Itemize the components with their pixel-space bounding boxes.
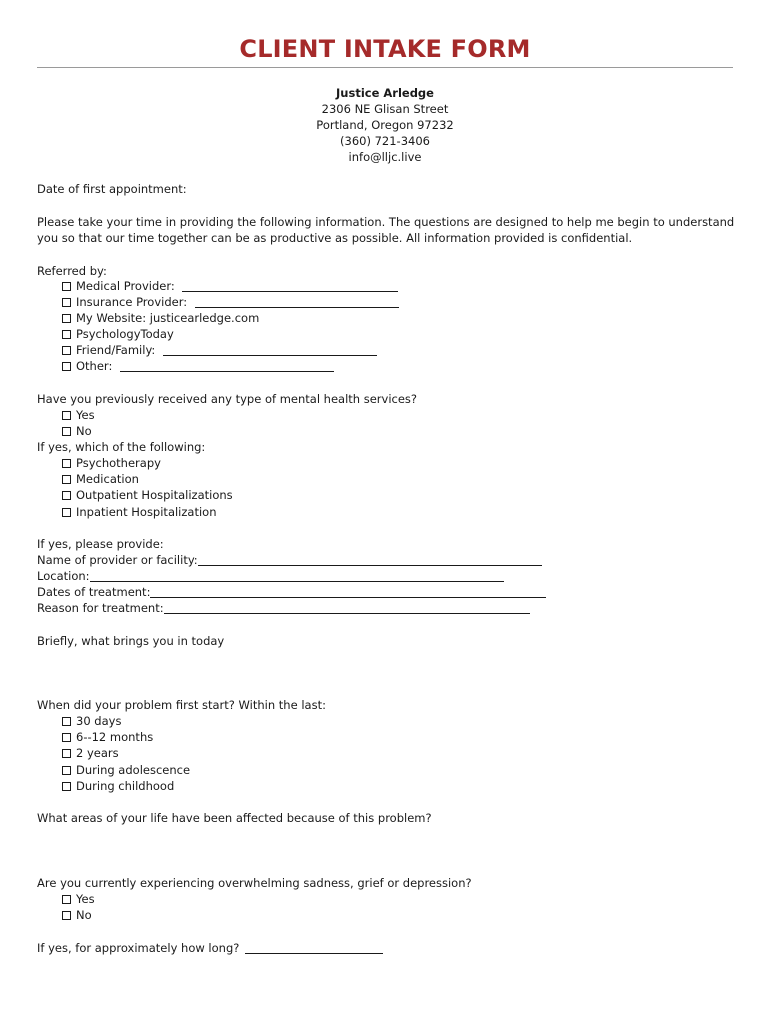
option-label: Yes: [76, 892, 95, 906]
checkbox[interactable]: [62, 895, 71, 904]
option-label: PsychologyToday: [76, 327, 174, 341]
option-label: Medication: [76, 472, 139, 486]
start-30-days[interactable]: [62, 713, 121, 729]
checkbox[interactable]: [62, 427, 71, 436]
start-childhood[interactable]: [62, 778, 174, 794]
fill-in-line[interactable]: [150, 585, 546, 598]
please-provide-label: If yes, please provide:: [37, 537, 164, 551]
fill-in-line[interactable]: [182, 279, 398, 292]
referral-other-option[interactable]: [62, 358, 334, 374]
first-appointment-label: Date of first appointment:: [37, 182, 187, 196]
provider-name-field[interactable]: [37, 552, 542, 568]
option-label: No: [76, 424, 92, 438]
email-address: info@lljc.live: [348, 150, 422, 164]
checkbox[interactable]: [62, 459, 71, 468]
phone-number: (360) 721-3406: [340, 134, 430, 148]
referral-insurance-option[interactable]: [62, 294, 399, 310]
option-label: During adolescence: [76, 763, 191, 777]
checkbox[interactable]: [62, 749, 71, 758]
intro-paragraph: Please take your time in providing the following information. The questions are designed to help me begin to understand you so that our time together can be as productive as possible. All information provided is confidential.: [37, 215, 735, 245]
fill-in-line[interactable]: [90, 569, 504, 582]
problem-start-question: When did your problem first start? Within the last:: [37, 698, 326, 712]
option-label: No: [76, 908, 92, 922]
checkbox[interactable]: [62, 508, 71, 517]
contact-block: [0, 85, 770, 165]
previous-services-no[interactable]: [62, 423, 92, 439]
field-label: If yes, for approximately how long?: [37, 941, 240, 955]
option-label: 6--12 months: [76, 730, 154, 744]
previous-services-question: Have you previously received any type of mental health services?: [37, 392, 418, 406]
referral-psychologytoday-option[interactable]: [62, 326, 174, 342]
option-label: Other:: [76, 359, 113, 373]
practitioner-name: Justice Arledge: [336, 86, 434, 100]
service-psychotherapy[interactable]: [62, 455, 161, 471]
address-line-2: Portland, Oregon 97232: [316, 118, 454, 132]
checkbox[interactable]: [62, 733, 71, 742]
sadness-yes[interactable]: [62, 891, 95, 907]
checkbox[interactable]: [62, 911, 71, 920]
checkbox[interactable]: [62, 330, 71, 339]
brings-you-in-question: Briefly, what brings you in today: [37, 634, 225, 648]
fill-in-line[interactable]: [164, 601, 530, 614]
start-6-12-months[interactable]: [62, 729, 153, 745]
checkbox[interactable]: [62, 346, 71, 355]
address-line-1: 2306 NE Glisan Street: [321, 102, 449, 116]
checkbox[interactable]: [62, 491, 71, 500]
fill-in-line[interactable]: [245, 941, 383, 954]
option-label: Insurance Provider:: [76, 295, 188, 309]
option-label: Yes: [76, 408, 95, 422]
how-long-field[interactable]: [37, 940, 383, 956]
field-label: Name of provider or facility:: [37, 553, 198, 567]
location-field[interactable]: [37, 568, 504, 584]
option-label: Friend/Family:: [76, 343, 156, 357]
sadness-question: Are you currently experiencing overwhelming sadness, grief or depression?: [37, 876, 472, 890]
field-label: Location:: [37, 569, 90, 583]
reason-for-treatment-field[interactable]: [37, 600, 530, 616]
checkbox[interactable]: [62, 314, 71, 323]
fill-in-line[interactable]: [198, 553, 542, 566]
option-label: My Website: justicearledge.com: [76, 311, 260, 325]
checkbox[interactable]: [62, 782, 71, 791]
checkbox[interactable]: [62, 766, 71, 775]
checkbox[interactable]: [62, 298, 71, 307]
checkbox[interactable]: [62, 282, 71, 291]
referral-medical-option[interactable]: [62, 278, 398, 294]
referral-friend-option[interactable]: [62, 342, 377, 358]
title-divider: [37, 67, 733, 68]
fill-in-line[interactable]: [195, 295, 399, 308]
option-label: Psychotherapy: [76, 456, 161, 470]
referred-by-label: Referred by:: [37, 264, 107, 278]
field-label: Reason for treatment:: [37, 601, 164, 615]
option-label: Inpatient Hospitalization: [76, 505, 217, 519]
option-label: 30 days: [76, 714, 122, 728]
checkbox[interactable]: [62, 411, 71, 420]
option-label: Medical Provider:: [76, 279, 175, 293]
checkbox[interactable]: [62, 362, 71, 371]
option-label: During childhood: [76, 779, 175, 793]
service-inpatient[interactable]: [62, 504, 217, 520]
previous-services-yes[interactable]: [62, 407, 95, 423]
areas-affected-question: What areas of your life have been affected because of this problem?: [37, 811, 432, 825]
referral-website-option[interactable]: [62, 310, 259, 326]
fill-in-line[interactable]: [120, 359, 334, 372]
start-adolescence[interactable]: [62, 762, 190, 778]
page-title: CLIENT INTAKE FORM: [239, 35, 531, 63]
sadness-no[interactable]: [62, 907, 92, 923]
start-2-years[interactable]: [62, 745, 119, 761]
checkbox[interactable]: [62, 475, 71, 484]
checkbox[interactable]: [62, 717, 71, 726]
option-label: 2 years: [76, 746, 119, 760]
service-medication[interactable]: [62, 471, 139, 487]
fill-in-line[interactable]: [163, 343, 377, 356]
option-label: Outpatient Hospitalizations: [76, 488, 233, 502]
service-outpatient[interactable]: [62, 487, 233, 503]
which-services-question: If yes, which of the following:: [37, 440, 206, 454]
field-label: Dates of treatment:: [37, 585, 151, 599]
dates-of-treatment-field[interactable]: [37, 584, 546, 600]
